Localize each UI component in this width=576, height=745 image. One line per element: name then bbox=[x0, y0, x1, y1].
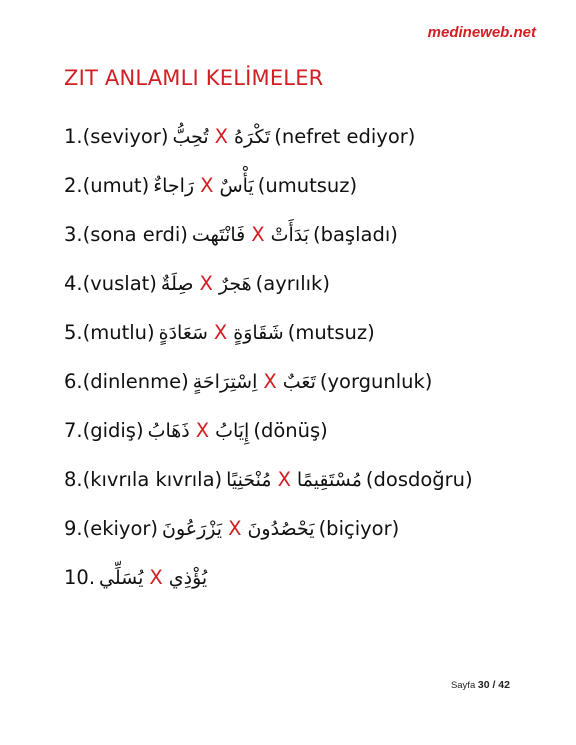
arabic-word: يُؤْذِي bbox=[168, 566, 208, 589]
separator-x: X bbox=[214, 125, 229, 148]
item-meaning: 10. bbox=[64, 566, 96, 589]
item-meaning-opposite: (dönüş) bbox=[253, 419, 328, 442]
arabic-word: يُسَلِّي bbox=[99, 566, 144, 589]
arabic-word: يَأْسٌ bbox=[219, 174, 254, 197]
separator-x: X bbox=[277, 468, 291, 491]
arabic-word: إِيَابُ bbox=[215, 419, 250, 442]
page-count: 30 / 42 bbox=[477, 679, 510, 691]
item-meaning: 6.(dinlenme) bbox=[64, 370, 189, 393]
list-item bbox=[64, 504, 556, 553]
separator-x: X bbox=[213, 321, 228, 344]
arabic-word: شَقَاوَةٍ bbox=[233, 321, 284, 344]
item-meaning: 3.(sona erdi) bbox=[64, 223, 188, 246]
list-item bbox=[64, 259, 556, 308]
item-meaning: 5.(mutlu) bbox=[64, 321, 155, 344]
separator-x: X bbox=[251, 223, 265, 246]
separator-x: X bbox=[200, 174, 214, 197]
page-title: ZIT ANLAMLI KELİMELER bbox=[64, 66, 324, 90]
arabic-word: صِلَةٌ bbox=[160, 272, 194, 295]
list-item bbox=[64, 161, 556, 210]
arabic-word: فَانْتَهت bbox=[191, 223, 246, 246]
list-item bbox=[64, 357, 556, 406]
arabic-word: مُنْحَنِيًا bbox=[226, 468, 272, 491]
arabic-word: رَاجاءٌ bbox=[153, 174, 195, 197]
arabic-word: تُحِبُّ bbox=[172, 125, 209, 148]
item-meaning-opposite: (yorgunluk) bbox=[319, 370, 433, 393]
arabic-word: بَدَأَتْ bbox=[270, 223, 309, 246]
item-meaning: 7.(gidiş) bbox=[64, 419, 144, 442]
list-item bbox=[64, 210, 556, 259]
item-meaning-opposite: (ayrılık) bbox=[255, 272, 330, 295]
arabic-word: يَزْرَعُونَ bbox=[162, 517, 223, 540]
site-name: medineweb.net bbox=[427, 24, 536, 41]
item-meaning-opposite: (nefret ediyor) bbox=[274, 125, 416, 148]
list-item bbox=[64, 553, 556, 602]
arabic-word: مُسْتَقِيمًا bbox=[296, 468, 362, 491]
page-number bbox=[451, 679, 510, 691]
item-meaning-opposite: (mutsuz) bbox=[287, 321, 375, 344]
item-meaning: 9.(ekiyor) bbox=[64, 517, 159, 540]
list-item bbox=[64, 112, 556, 161]
arabic-word: هَجرٌ bbox=[218, 272, 252, 295]
arabic-word: تَكْرَهُ bbox=[234, 125, 271, 148]
arabic-word: تَعَبٌ bbox=[282, 370, 316, 393]
separator-x: X bbox=[199, 272, 213, 295]
arabic-word: اِسْتِرَاحَةٍ bbox=[192, 370, 258, 393]
separator-x: X bbox=[228, 517, 242, 540]
arabic-word: ذَهَابُ bbox=[147, 419, 190, 442]
separator-x: X bbox=[263, 370, 277, 393]
arabic-word: يَحْصُدُونَ bbox=[247, 517, 315, 540]
list-item bbox=[64, 455, 556, 504]
list-item bbox=[64, 406, 556, 455]
separator-x: X bbox=[195, 419, 210, 442]
list-item bbox=[64, 308, 556, 357]
separator-x: X bbox=[149, 566, 163, 589]
item-meaning-opposite: (biçiyor) bbox=[318, 517, 400, 540]
antonym-list bbox=[64, 112, 556, 602]
item-meaning-opposite: (umutsuz) bbox=[257, 174, 358, 197]
item-meaning: 2.(umut) bbox=[64, 174, 150, 197]
item-meaning: 8.(kıvrıla kıvrıla) bbox=[64, 468, 223, 491]
item-meaning-opposite: (dosdoğru) bbox=[365, 468, 473, 491]
item-meaning: 4.(vuslat) bbox=[64, 272, 157, 295]
arabic-word: سَعَادَةٍ bbox=[158, 321, 208, 344]
page-label: Sayfa bbox=[450, 680, 476, 691]
item-meaning: 1.(seviyor) bbox=[64, 125, 169, 148]
item-meaning-opposite: (başladı) bbox=[313, 223, 398, 246]
